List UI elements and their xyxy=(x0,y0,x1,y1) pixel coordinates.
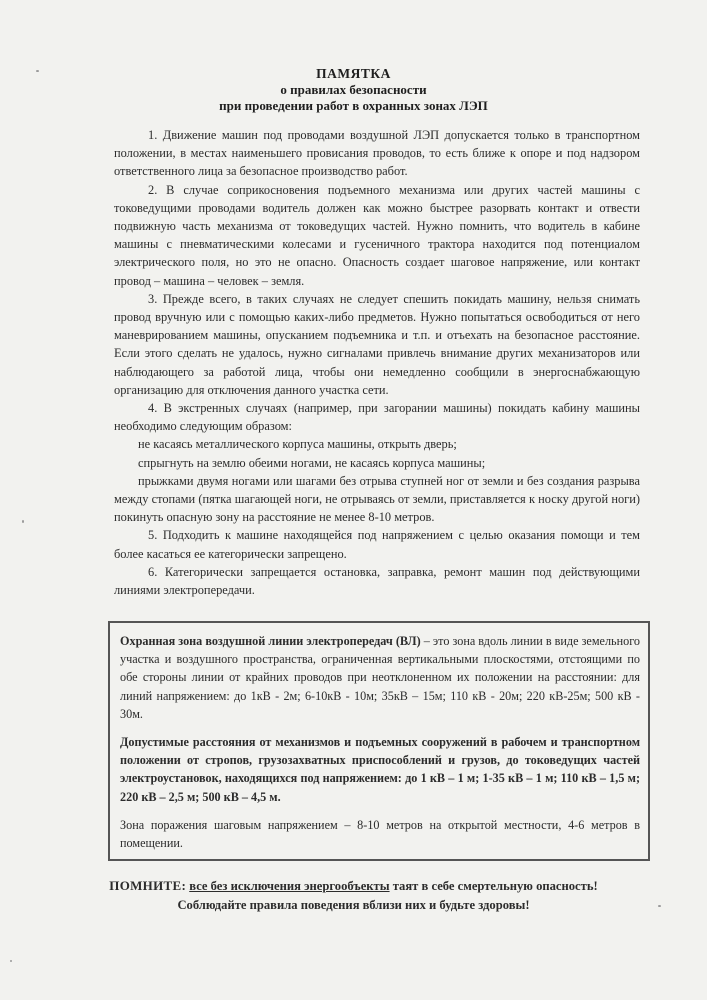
rule-5: 5. Подходить к машине находящейся под напряжением с целью оказания помощи и тем более касаться ее категорически запрещено. xyxy=(114,528,640,561)
rule-2: 2. В случае соприкосновения подъемного механизма или других частей машины с токоведущими проводами водитель должен как можно быстрее разорвать контакт и отвести подвижную часть механизма от токоведущих частей. Нужно помнить, что водитель в кабине машины с пневматическими колесами и гусеничного трактора находится под потенциалом электрического поля, но это не опасно. Опасность создает шаговое напряжение, или контакт провод – машина – человек – земля. xyxy=(114,182,640,288)
title-line-1: ПАМЯТКА xyxy=(316,66,391,81)
scan-speck xyxy=(10,960,12,962)
all-objects-text: все без исключения энергообъекты xyxy=(189,879,390,893)
footer-line-2: Соблюдайте правила поведения вблизи них и будьте здоровы! xyxy=(177,898,530,912)
title-line-3: при проведении работ в охранных зонах ЛЭП xyxy=(219,98,488,113)
scan-speck xyxy=(36,70,39,72)
rule-4-step-3: прыжками двумя ногами или шагами без отрыва ступней ног от земли и без создания разрыва между стопами (пятка шагающей ноги, не отрываясь от земли, приставляется к носку другой ноги) покинуть опасную зону на расстояние не менее 8-10 метров. xyxy=(114,473,640,525)
title-line-2: о правилах безопасности xyxy=(280,82,427,97)
protection-zone-text: – это зона вдоль линии в виде земельного участка и воздушного пространства, ограниченная вертикальными плоскостями, отстоящими по обе стороны линии от крайних проводов при неотклоненном их положении на расстоянии: для линий напряжением: до 1кВ - 2м; 6-10кВ - 10м; 35кВ – 15м; 110 кВ - 20м; 220 кВ-25м; 500 кВ - 30м. xyxy=(120,634,640,721)
rules-body xyxy=(114,126,640,599)
distances-values: до 1 кВ – 1 м; 1-35 кВ – 1 м; 110 кВ – 1,5 м; 220 кВ – 2,5 м; 500 кВ – 4,5 м. xyxy=(120,771,641,804)
rule-4-step-2: спрыгнуть на землю обеими ногами, не касаясь корпуса машины; xyxy=(138,455,486,470)
protection-zone-paragraph xyxy=(120,632,640,723)
scan-speck xyxy=(22,520,24,523)
footer-line-1 xyxy=(0,876,707,896)
rule-3: 3. Прежде всего, в таких случаях не следует спешить покидать машину, нельзя снимать провод вручную или с помощью каких-либо предметов. Нужно попытаться освободиться от него маневрированием машины, опусканием подъемника и т.п. и отъехать на безопасное расстояние. Если этого сделать не удалось, нужно сигналами привлечь внимание других механизаторов или наблюдающего за работой лица, чтобы они немедленно сообщили в энергоснабжающую организацию для отключения данного участка сети. xyxy=(114,291,640,397)
danger-text: таят в себе смертельную опасность! xyxy=(389,879,598,893)
rule-1: 1. Движение машин под проводами воздушной ЛЭП допускается только в транспортном положении, в местах наименьшего провисания проводов, то есть ближе к опоре и под надзором ответственного лица за безопасное производство работ. xyxy=(114,128,640,179)
distances-heading: Допустимые расстояния от механизмов и подъемных сооружений в рабочем и транспортном положении от стропов, грузозахватных приспособлений и грузов, до токоведущих частей электроустановок, находящихся под напряжением: xyxy=(120,735,640,786)
protection-zone-term: Охранная зона воздушной линии электропередач (ВЛ) xyxy=(120,634,421,648)
warning-footer xyxy=(0,876,707,915)
rule-6: 6. Категорически запрещается остановка, заправка, ремонт машин под действующими линиями электропередачи. xyxy=(114,564,640,598)
rule-4: 4. В экстренных случаях (например, при загорании машины) покидать кабину машины необходимо следующим образом: xyxy=(114,401,640,434)
info-box xyxy=(108,621,650,861)
rule-4-step-1: не касаясь металлического корпуса машины, открыть дверь; xyxy=(138,437,457,452)
memo-title xyxy=(0,66,707,114)
distances-paragraph xyxy=(120,733,640,806)
remember-label: ПОМНИТЕ: xyxy=(109,878,187,893)
step-voltage-zone: Зона поражения шаговым напряжением – 8-10 метров на открытой местности, 4-6 метров в помещении. xyxy=(120,817,640,851)
scan-speck xyxy=(658,905,661,907)
